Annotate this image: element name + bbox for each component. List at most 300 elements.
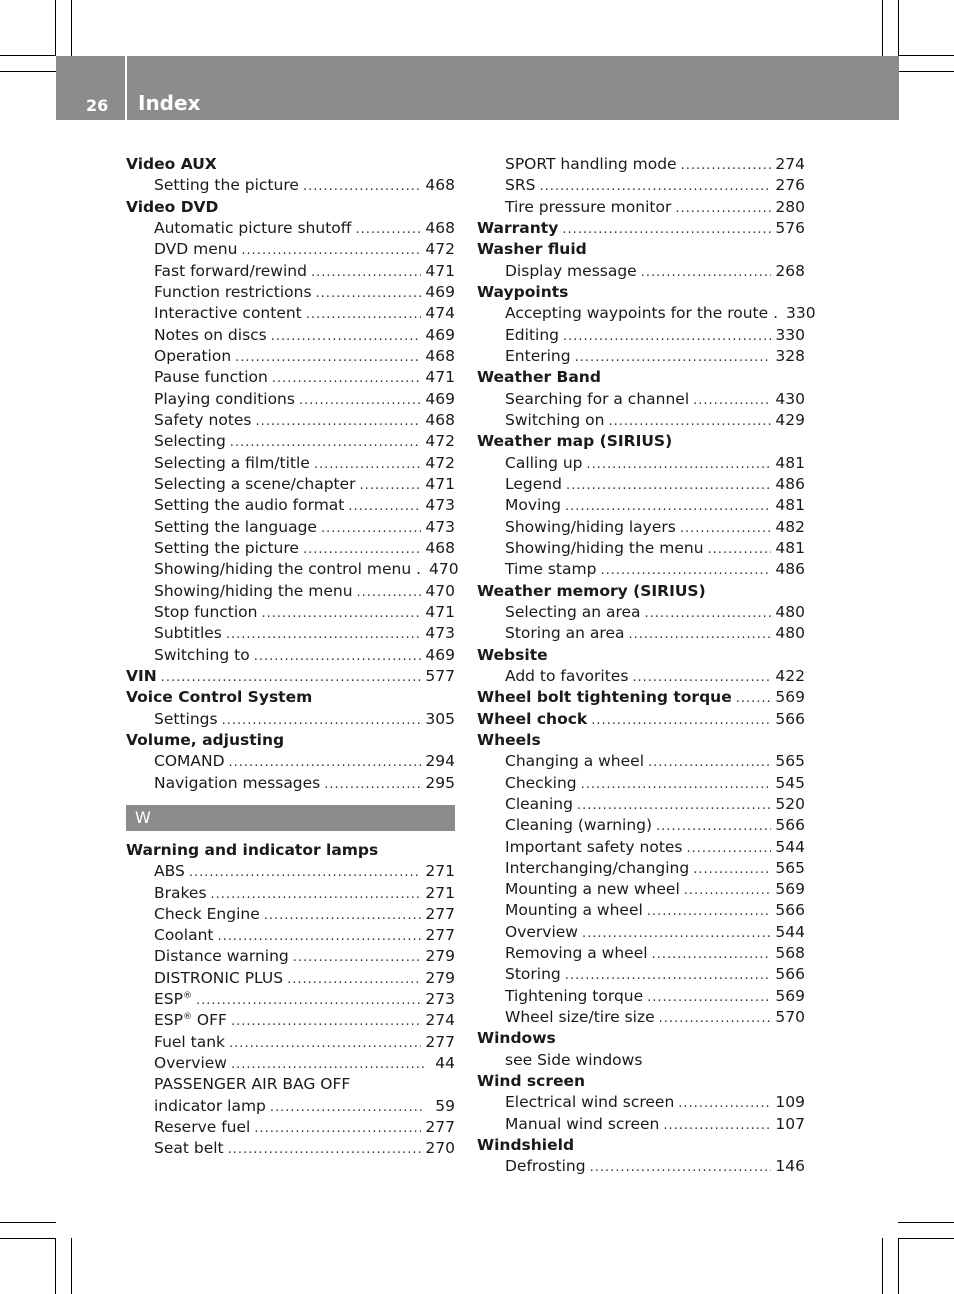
dot-leader [321,517,421,539]
dot-leader [211,883,422,905]
dot-leader [229,1032,421,1054]
crop-mark [898,1238,954,1239]
index-subentry [126,495,455,516]
index-subentry [126,261,455,282]
index-entry-line [154,1138,455,1160]
page-ref: 566 [775,709,805,728]
entry-label: Calling up [505,453,583,472]
page-ref: 274 [425,1011,455,1030]
index-subentry [477,474,805,495]
entry-label: Wheel size/tire size [505,1008,655,1027]
dot-leader [647,900,772,922]
index-entry-line [126,154,455,175]
entry-label: indicator lamp [154,1096,266,1115]
index-subentry [126,946,455,967]
dot-leader [680,517,772,539]
index-entry-line [505,751,805,773]
index-entry-line [154,709,455,731]
page-ref: 471 [425,474,455,493]
index-subentry [126,1117,455,1138]
entry-label: Add to favorites [505,666,629,685]
entry-label: Wheel bolt tightening torque [477,688,732,707]
index-heading [126,687,455,708]
page-ref: 469 [425,645,455,664]
index-subentry [477,815,805,836]
entry-label: Fast forward/rewind [154,261,307,280]
entry-label: Showing/hiding the control menu . [154,560,422,579]
index-subentry [477,303,816,324]
index-heading [477,218,805,239]
index-subentry [126,883,455,904]
entry-label: ABS [154,862,185,881]
entry-label: Setting the language [154,517,317,536]
index-heading [126,197,455,218]
index-subentry [126,1096,455,1117]
entry-label: Interchanging/changing [505,858,690,877]
dot-leader [264,904,422,926]
index-entry-line [154,968,455,990]
index-subentry [477,538,805,559]
crop-mark [0,55,56,56]
entry-label: DISTRONIC PLUS [154,968,284,987]
entry-label: Reserve fuel [154,1118,251,1137]
dot-leader [600,559,771,581]
entry-label: Video DVD [126,197,219,216]
index-entry-line [505,794,805,816]
entry-label: Navigation messages [154,773,321,792]
index-subentry [126,1010,455,1031]
index-subentry [477,1114,805,1135]
index-entry-line [154,946,455,968]
page-ref: 280 [775,197,805,216]
crop-mark [898,55,954,56]
dot-leader [306,303,422,325]
entry-label: Weather memory (SIRIUS) [477,581,706,600]
page-ref: 474 [425,304,455,323]
index-subentry [126,517,455,538]
index-entry-line [505,1007,805,1029]
index-heading [126,154,455,175]
dot-leader [687,837,772,859]
index-subentry [126,389,455,410]
entry-label: Changing a wheel [505,752,645,771]
index-heading [477,730,805,751]
crop-mark [0,71,56,72]
page-ref: 473 [425,517,455,536]
index-entry-line [154,645,455,667]
index-entry-line [505,666,805,688]
dot-leader [348,495,421,517]
index-entry-line [154,495,455,517]
page-ref: 294 [425,752,455,771]
page-ref: 271 [425,862,455,881]
page-ref: 422 [775,666,805,685]
crop-mark [71,1238,72,1294]
index-heading [477,645,805,666]
index-entry-line [505,410,805,432]
page-ref: 330 [775,325,805,344]
dot-leader [693,858,771,880]
entry-label: Removing a wheel [505,944,648,963]
entry-label: Wheels [477,730,541,749]
index-subentry [477,389,805,410]
page-ref: 430 [775,389,805,408]
dot-leader [231,1010,421,1032]
dot-leader [218,925,422,947]
entry-label: Manual wind screen [505,1114,660,1133]
page-ref: 569 [775,880,805,899]
index-entry-line [154,559,459,581]
dot-leader [189,861,422,883]
page-ref: 271 [425,883,455,902]
crop-mark [898,1222,954,1223]
header-divider [125,56,127,120]
index-entry-line [505,858,805,880]
index-entry-line [154,623,455,645]
dot-leader [575,346,772,368]
page-ref: 544 [775,837,805,856]
index-subentry [477,325,805,346]
page-ref: 146 [775,1157,805,1176]
index-entry-line [154,773,455,795]
page-ref: 566 [775,816,805,835]
entry-label: Electrical wind screen [505,1093,675,1112]
index-entry-line [477,218,805,240]
entry-label: Tire pressure monitor [505,197,672,216]
index-subentry [477,175,805,196]
index-column-left [126,154,459,1160]
page-ref: 472 [425,453,455,472]
index-entry-line [126,840,455,861]
index-entry-line [505,900,805,922]
index-subentry [126,751,455,772]
page-ref: 472 [425,432,455,451]
page-ref: 566 [775,965,805,984]
index-subentry [477,453,805,474]
index-entry-line [154,602,455,624]
entry-label: Coolant [154,926,214,945]
entry-label: Entering [505,346,571,365]
page-ref: 520 [775,794,805,813]
page-ref: 277 [425,926,455,945]
page-ref: 468 [425,346,455,365]
index-subentry [477,1156,805,1177]
entry-label: Pause function [154,368,268,387]
crop-mark [0,1238,56,1239]
registered-mark: ® [182,991,192,1002]
dot-leader [357,581,422,603]
entry-label: Warning and indicator lamps [126,840,379,859]
entry-label: Voice Control System [126,688,313,707]
dot-leader [241,239,421,261]
index-heading [477,687,805,708]
entry-label: Overview [154,1054,227,1073]
index-entry-line [505,474,805,496]
dot-leader [228,1138,422,1160]
index-entry-line [505,879,805,901]
index-subentry [126,559,459,580]
index-heading [477,709,805,730]
dot-leader [230,431,422,453]
entry-label: Check Engine [154,904,260,923]
index-entry-line [477,282,805,303]
index-entry-line [154,325,455,347]
index-entry-line [477,1028,805,1049]
entry-label: Switching on [505,410,605,429]
page-ref: 468 [425,410,455,429]
crop-mark [55,0,56,56]
entry-label: Notes on discs [154,325,267,344]
entry-label: Time stamp [505,560,597,579]
index-subentry [477,559,805,580]
index-subentry [477,666,805,687]
index-subentry [477,346,805,367]
crop-mark [55,1238,56,1294]
index-entry-line [505,837,805,859]
index-entry-line [154,1010,455,1032]
page-ref: 270 [425,1139,455,1158]
entry-label: Brakes [154,883,207,902]
dot-leader [577,794,771,816]
index-entry-line [505,175,805,197]
dot-leader [581,773,772,795]
index-entry-line [126,197,455,218]
index-entry-line [505,559,805,581]
index-subentry [477,517,805,538]
entry-label: Accepting waypoints for the route . [505,304,779,323]
dot-leader [324,773,421,795]
index-subentry [477,837,805,858]
dot-leader [656,815,771,837]
dot-leader [628,623,771,645]
index-entry-line [154,751,455,773]
dot-leader [235,346,421,368]
page-ref: 471 [425,261,455,280]
index-entry-line [154,861,455,883]
dot-leader [684,879,772,901]
dot-leader [254,645,422,667]
dot-leader [645,602,772,624]
index-entry-line [505,1092,805,1114]
index-subentry [477,879,805,900]
index-entry-line [505,943,805,965]
dot-leader [311,261,421,283]
dot-leader [681,154,772,176]
index-heading [126,730,455,751]
entry-label: Video AUX [126,155,217,173]
dot-leader [708,538,772,560]
page-ref: 565 [775,752,805,771]
index-entry-line [477,431,805,452]
index-entry-line [154,367,455,389]
page-ref: 565 [775,858,805,877]
entry-label: COMAND [154,752,225,771]
index-subentry [477,900,805,921]
index-entry-line [505,602,805,624]
page-ref: 568 [775,944,805,963]
crop-mark [882,1238,883,1294]
dot-leader [591,709,771,731]
page-ref: 277 [425,1032,455,1051]
page-ref: 277 [425,904,455,923]
entry-label: Volume, adjusting [126,730,285,749]
index-entry-line [154,346,455,368]
index-entry-line [154,883,455,905]
index-heading [477,431,805,452]
dot-leader [256,410,422,432]
dot-leader [316,282,422,304]
dot-leader [562,218,771,240]
index-subentry [477,1050,805,1071]
index-entry-line [477,581,805,602]
section-letter-header: W [126,805,455,831]
page-title: Index [138,91,201,115]
entry-label: Searching for a channel [505,389,690,408]
entry-label: Showing/hiding layers [505,517,676,536]
entry-label: Important safety notes [505,837,683,856]
index-entry-line [154,389,455,411]
index-subentry [126,303,455,324]
index-heading [477,1135,805,1156]
index-entry-line [154,1117,455,1139]
index-heading [477,581,805,602]
index-entry-line [154,1096,455,1118]
index-subentry [477,794,805,815]
crop-mark [898,71,954,72]
index-entry-line [477,709,805,731]
index-entry-line [154,431,455,453]
index-entry-line [154,474,455,496]
index-subentry [126,175,455,196]
index-entry-line [477,1135,805,1156]
index-entry-line [505,303,816,325]
crop-mark [882,0,883,56]
page-ref: 468 [425,538,455,557]
index-entry-line [477,645,805,666]
page-ref: 330 [786,304,816,323]
page-ref: 569 [775,986,805,1005]
dot-leader [565,964,772,986]
entry-label: Selecting [154,432,226,451]
index-entry-line [477,687,805,709]
index-heading [477,1028,805,1049]
entry-label: Selecting an area [505,602,641,621]
dot-leader [736,687,772,709]
entry-label: Website [477,645,548,664]
page-ref: 273 [425,990,455,1009]
index-subentry [477,986,805,1007]
dot-leader [261,602,421,624]
page-ref: 279 [425,968,455,987]
index-entry-line [505,495,805,517]
page-ref: 480 [775,624,805,643]
index-entry-line [154,453,455,475]
index-entry-line [154,218,455,240]
index-entry-line [154,282,455,304]
page-ref: 274 [775,155,805,173]
page-ref: 59 [435,1096,455,1115]
dot-leader [303,538,421,560]
entry-label: Display message [505,261,637,280]
page-ref: 481 [775,496,805,515]
entry-label: DVD menu [154,240,238,259]
entry-label: Seat belt [154,1139,224,1158]
index-subentry [126,218,455,239]
index-entry-line [477,1071,805,1092]
page-ref: 471 [425,368,455,387]
entry-label: Editing [505,325,559,344]
dot-leader [590,1156,772,1178]
dot-leader [539,175,771,197]
entry-label: Storing [505,965,561,984]
index-entry-line [505,964,805,986]
entry-label: Safety notes [154,410,252,429]
dot-leader [314,453,422,475]
page-ref: 482 [775,517,805,536]
index-entry-line [154,989,455,1011]
entry-label: Operation [154,346,232,365]
entry-label: Showing/hiding the menu [154,581,353,600]
dot-leader [587,453,772,475]
page-ref: 268 [775,261,805,280]
dot-leader [648,751,771,773]
entry-label: Setting the picture [154,538,299,557]
page-ref: 569 [775,688,805,707]
index-subentry [126,1032,455,1053]
page-ref: 570 [775,1008,805,1027]
index-entry-line [126,666,455,688]
index-entry-line [154,1074,455,1095]
page-ref: 277 [425,1118,455,1137]
dot-leader [608,410,771,432]
page-ref: 480 [775,602,805,621]
registered-mark: ® [182,1012,192,1023]
index-entry-line [505,986,805,1008]
index-subentry [126,989,455,1010]
dot-leader [675,197,771,219]
page-ref: 471 [425,602,455,621]
index-subentry [126,474,455,495]
index-subentry [126,538,455,559]
entry-label: Overview [505,922,578,941]
index-entry-line [505,154,805,176]
index-subentry [477,1092,805,1113]
index-entry-line [154,175,455,197]
entry-label: Mounting a new wheel [505,880,680,899]
index-subentry [477,922,805,943]
entry-label: Cleaning [505,794,573,813]
index-subentry [477,197,805,218]
entry-label: Weather Band [477,368,601,387]
index-subentry [477,602,805,623]
entry-label: Switching to [154,645,250,664]
page-ref: 429 [775,410,805,429]
dot-leader [293,946,422,968]
index-heading [477,1071,805,1092]
index-entry-line [126,687,455,708]
page-ref: 481 [775,453,805,472]
index-subentry [126,861,455,882]
index-subentry [126,709,455,730]
index-entry-line [154,517,455,539]
index-entry-line [505,538,805,560]
page-ref: 469 [425,282,455,301]
index-column-right [477,154,816,1178]
index-subentry [126,282,455,303]
crop-mark [0,1222,56,1223]
entry-label: Setting the audio format [154,496,345,515]
entry-label: Defrosting [505,1157,586,1176]
